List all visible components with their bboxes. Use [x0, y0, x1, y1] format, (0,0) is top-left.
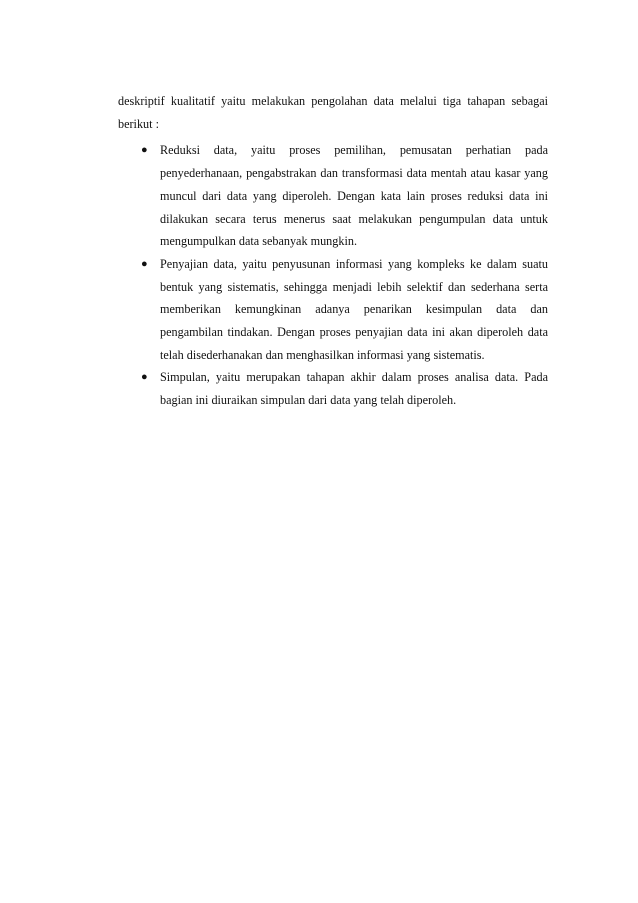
bullet-icon: ● [141, 144, 148, 157]
list-item-text: Penyajian data, yaitu penyusunan informasi yang kompleks ke dalam suatu bentuk yang sistematis, sehingga menjadi lebih selektif dan sederhana serta memberikan kemungkinan adanya penarikan kesimpulan data dan pengambilan tindakan. Dengan proses penyajian data ini akan diperoleh data telah disederhanakan dan menghasilkan informasi yang sistematis. [160, 256, 548, 362]
list-item-text: Reduksi data, yaitu proses pemilihan, pemusatan perhatian pada penyederhanaan, pengabstrakan dan transformasi data mentah atau kasar yang muncul dari data yang diperoleh. Dengan kata lain proses reduksi data ini dilakukan secara terus menerus saat melakukan pengumpulan data untuk mengumpulkan data sebanyak mungkin. [160, 143, 548, 249]
bullet-list [118, 139, 548, 411]
intro-paragraph: deskriptif kualitatif yaitu melakukan pengolahan data melalui tiga tahapan sebagai berikut : [118, 94, 548, 131]
list-item-penyajian [118, 253, 548, 367]
bullet-icon: ● [141, 257, 148, 270]
bullet-icon: ● [141, 371, 148, 384]
list-item-simpulan [118, 366, 548, 411]
list-item-reduksi [118, 139, 548, 253]
body-text [118, 90, 548, 412]
list-item-text: Simpulan, yaitu merupakan tahapan akhir dalam proses analisa data. Pada bagian ini diuraikan simpulan dari data yang telah diperoleh. [160, 370, 548, 408]
